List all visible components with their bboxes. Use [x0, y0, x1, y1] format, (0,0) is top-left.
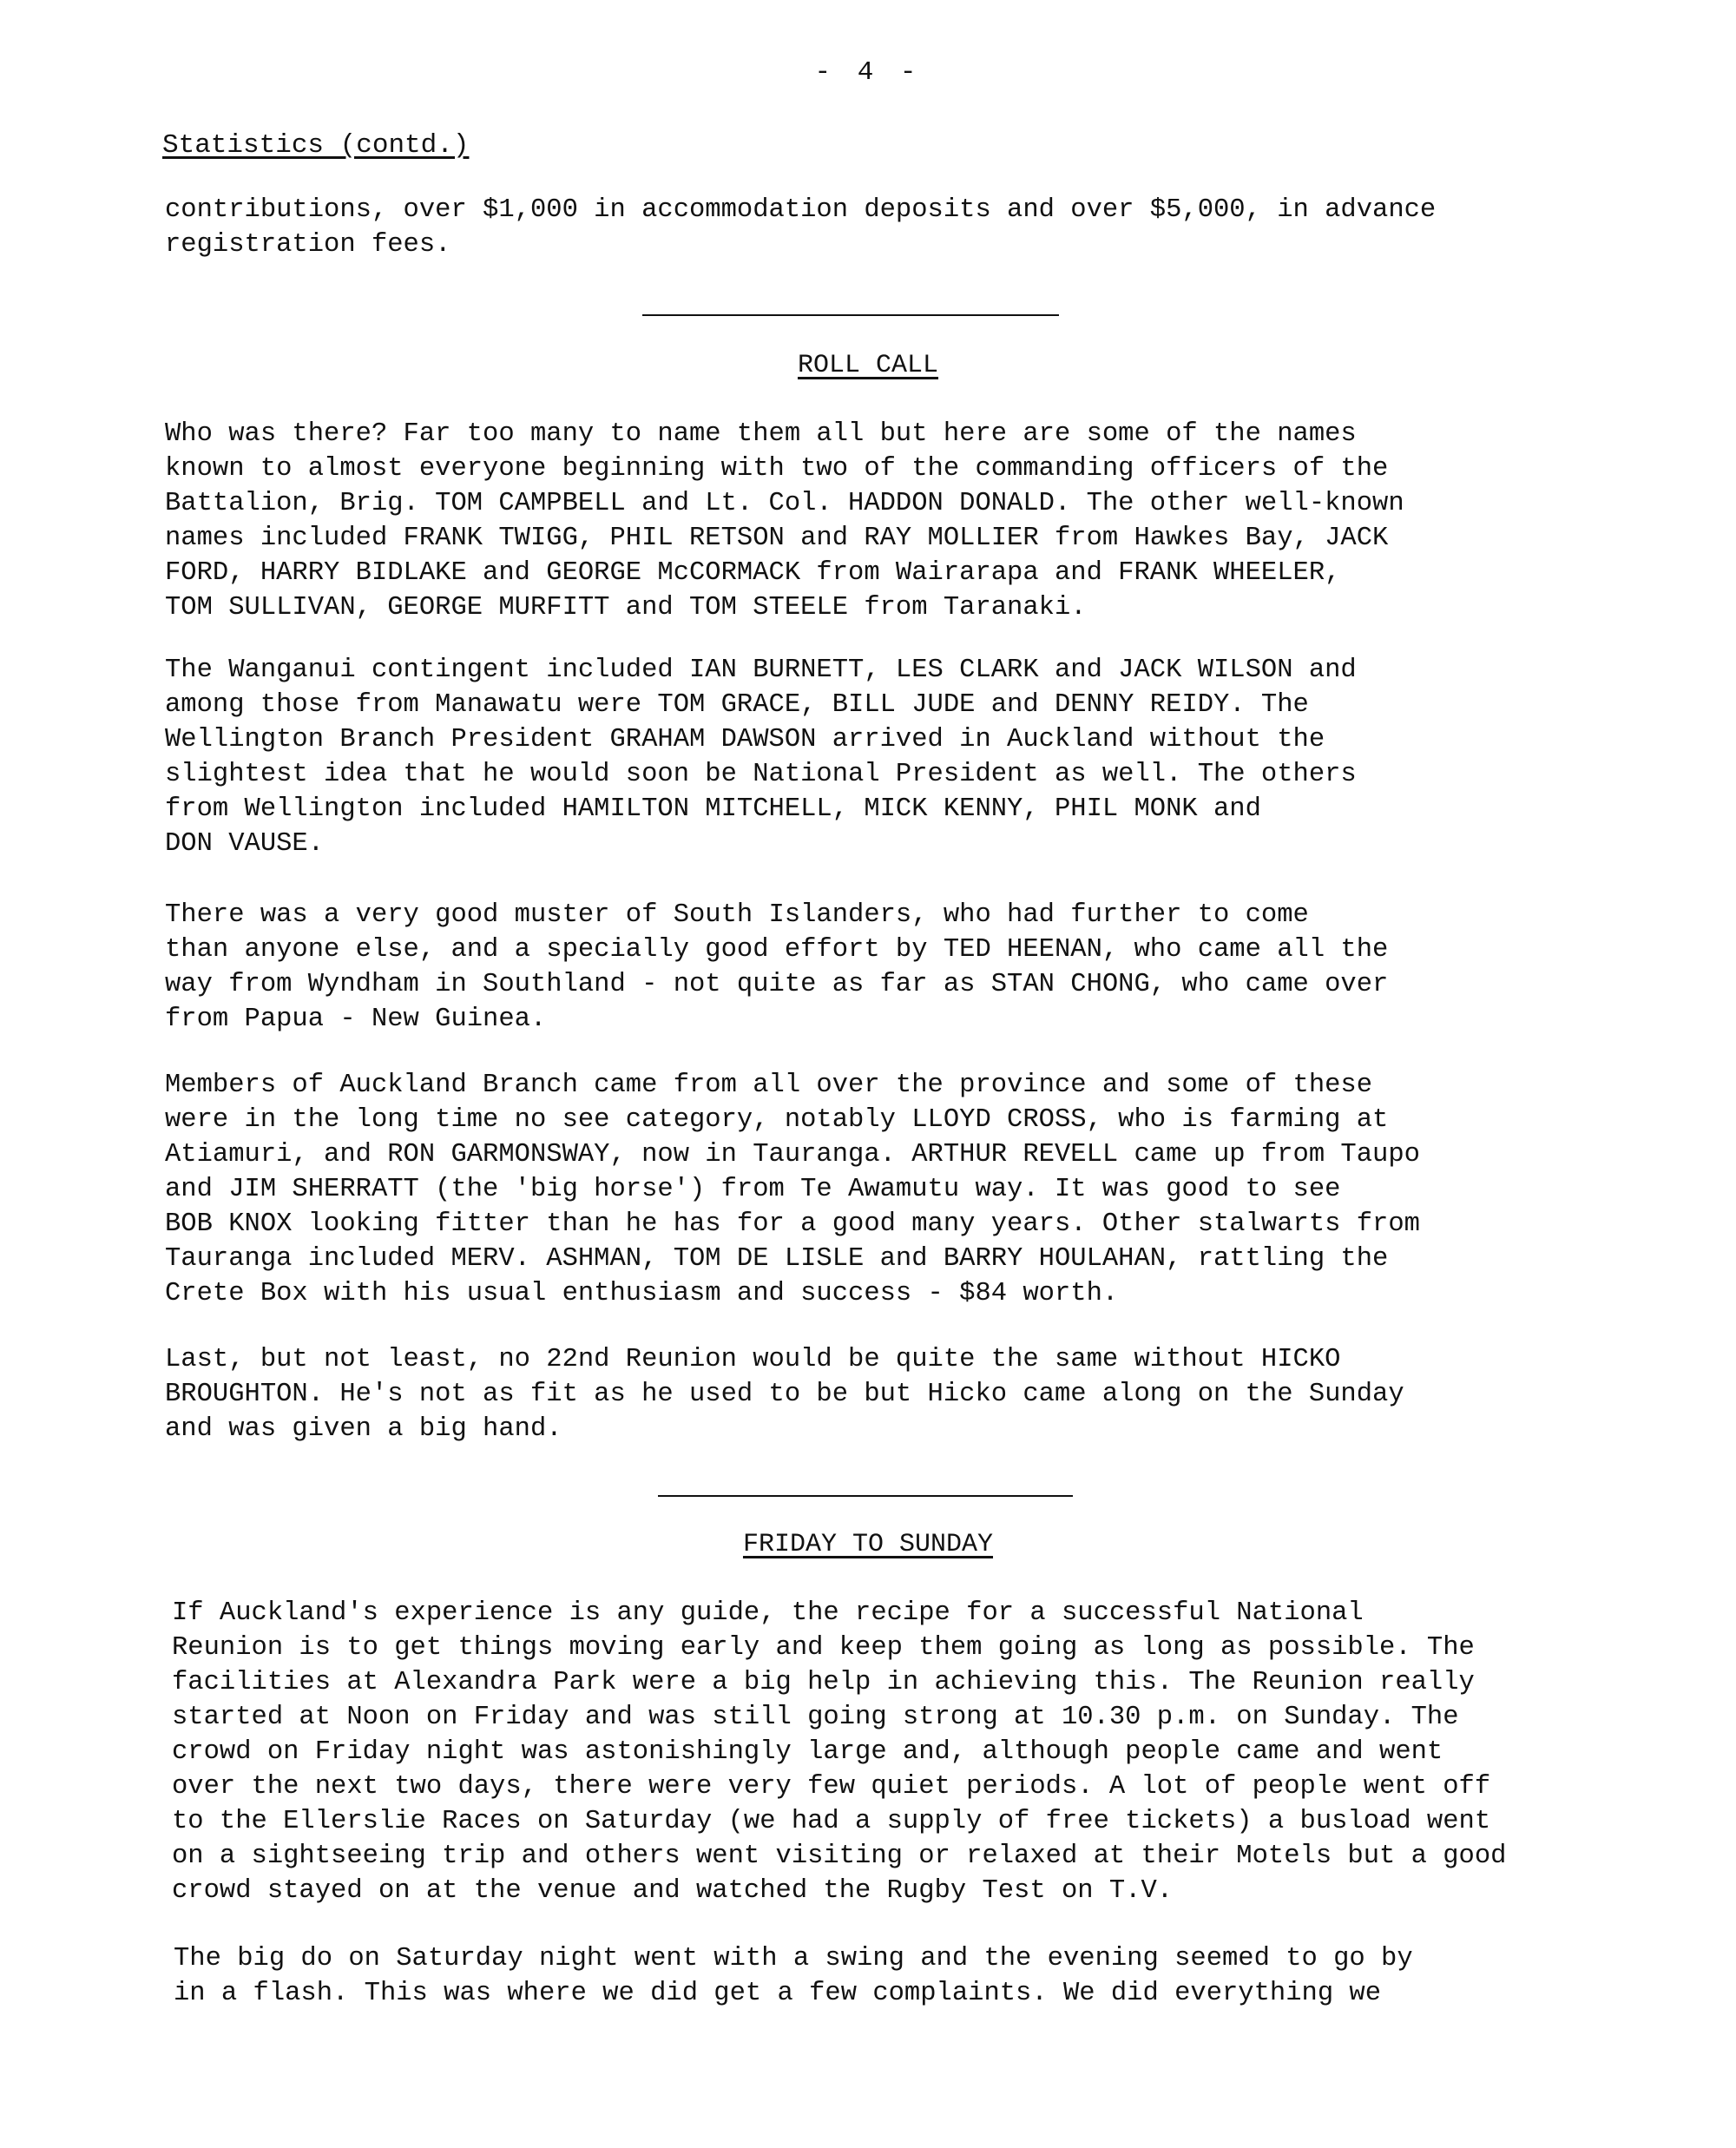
page-number: - 4 -	[814, 57, 922, 88]
section-divider-2	[658, 1495, 1073, 1497]
roll-call-paragraph-2: The Wanganui contingent included IAN BURNETT, LES CLARK and JACK WILSON and among those from Manawatu were TOM GRACE, BILL JUDE and DENNY REIDY. The Wellington Branch President GRAHAM DAWSON arrived in Auckland without the slightest idea that he would soon be National President as well. The others from Wellington included HAMILTON MITCHELL, MICK KENNY, PHIL MONK and DON VAUSE.	[165, 656, 1357, 859]
section-divider-1	[642, 314, 1059, 316]
roll-call-heading: ROLL CALL	[797, 351, 939, 380]
continuation-paragraph: contributions, over $1,000 in accommodation deposits and over $5,000, in advance registration fees.	[165, 195, 1437, 260]
section-label: Statistics (contd.)	[162, 130, 470, 161]
roll-call-paragraph-4: Members of Auckland Branch came from all over the province and some of these were in the long time no see category, notably LLOYD CROSS, who is farming at Atiamuri, and RON GARMONSWAY, now in Tauranga. ARTHUR REVELL came up from Taupo and JIM SHERRATT (the 'big horse') from Te Awamutu way. It was good to see BOB KNOX looking fitter than he has for a good many years. Other stalwarts from Tauranga included MERV. ASHMAN, TOM DE LISLE and BARRY HOULAHAN, rattling the Crete Box with his usual enthusiasm and success - $84 worth.	[165, 1071, 1420, 1308]
roll-call-paragraph-3: There was a very good muster of South Islanders, who had further to come than anyone else, and a specially good effort by TED HEENAN, who came all the way from Wyndham in Southland - not quite as far as STAN CHONG, who came over from Papua - New Guinea.	[165, 900, 1389, 1034]
roll-call-paragraph-1: Who was there? Far too many to name them all but here are some of the names known to almost everyone beginning with two of the commanding officers of the Battalion, Brig. TOM CAMPBELL and Lt. Col. HADDON DONALD. The other well-known names included FRANK TWIGG, PHIL RETSON and RAY MOLLIER from Hawkes Bay, JACK FORD, HARRY BIDLAKE and GEORGE McCORMACK from Wairarapa and FRANK WHEELER, TOM SULLIVAN, GEORGE MURFITT and TOM STEELE from Taranaki.	[165, 419, 1404, 623]
friday-to-sunday-paragraph-1: If Auckland's experience is any guide, the recipe for a successful National Reunion is to get things moving early and keep them going as long as possible. The facilities at Alexandra Park were a big help in achieving this. The Reunion really started at Noon on Friday and was still going strong at 10.30 p.m. on Sunday. The crowd on Friday night was astonishingly large and, although people came and went over the next two days, there were very few quiet periods. A lot of people went off to the Ellerslie Races on Saturday (we had a supply of free tickets) a busload went on a sightseeing trip and others went visiting or relaxed at their Motels but a good crowd stayed on at the venue and watched the Rugby Test on T.V.	[172, 1598, 1507, 1906]
friday-to-sunday-paragraph-2: The big do on Saturday night went with a swing and the evening seemed to go by in a flash. This was where we did get a few complaints. We did everything we	[174, 1944, 1413, 2008]
roll-call-paragraph-5: Last, but not least, no 22nd Reunion would be quite the same without HICKO BROUGHTON. He's not as fit as he used to be but Hicko came along on the Sunday and was given a big hand.	[165, 1345, 1404, 1444]
friday-to-sunday-heading: FRIDAY TO SUNDAY	[742, 1530, 994, 1559]
